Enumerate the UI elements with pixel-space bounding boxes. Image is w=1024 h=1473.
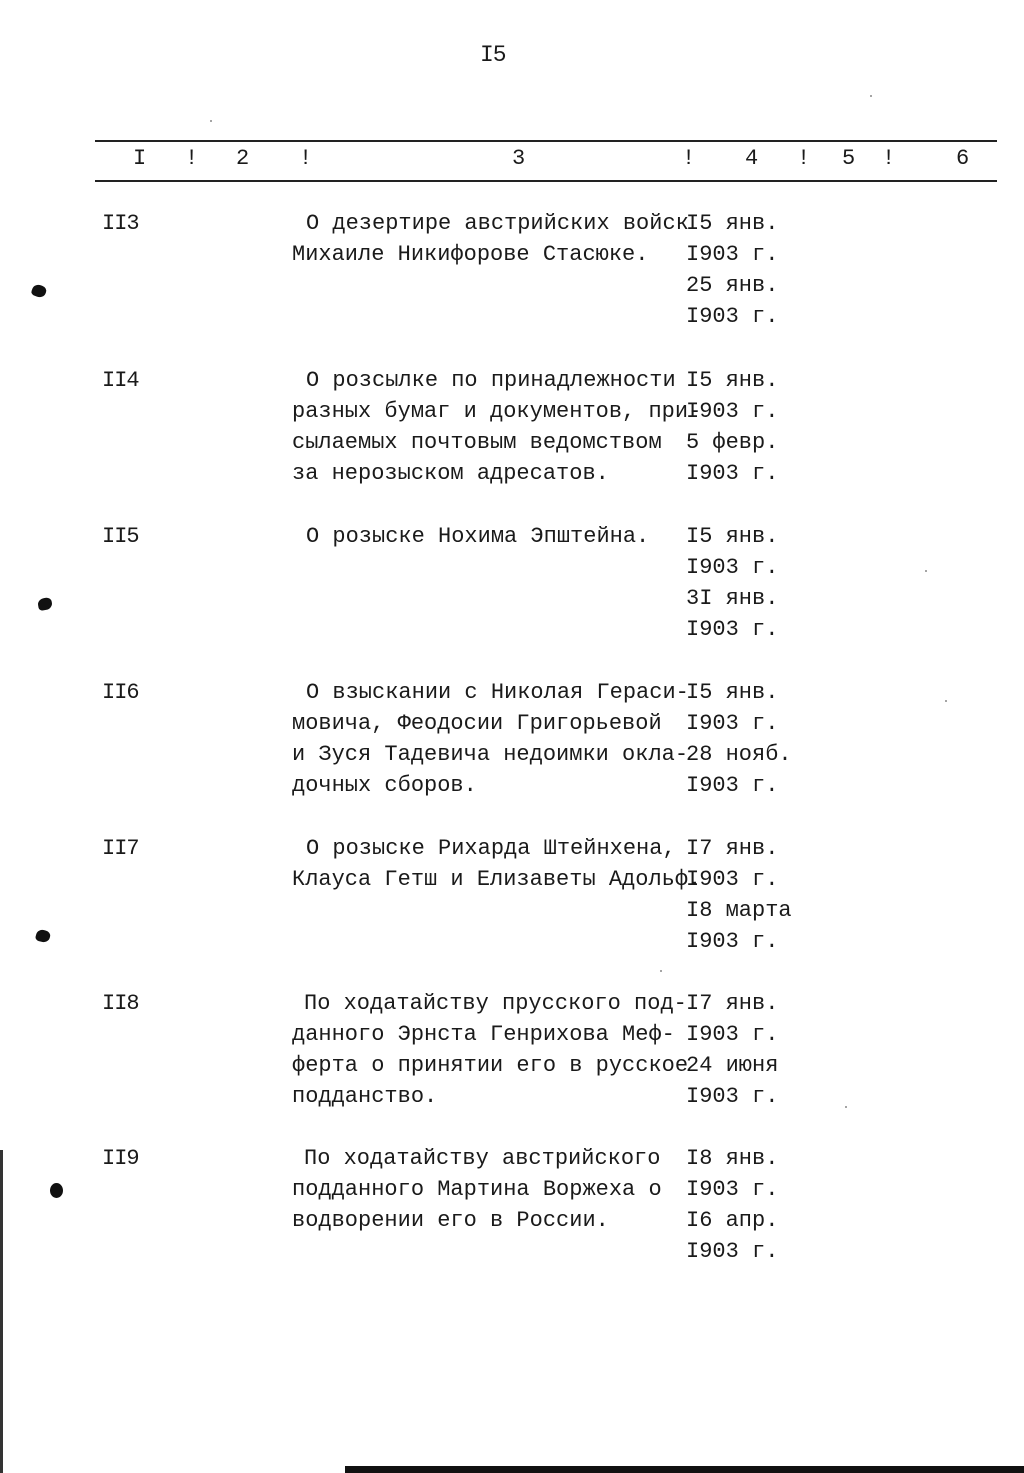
date-line: I903 г.	[686, 867, 779, 892]
column-separator: !	[882, 146, 896, 171]
description-line: подданство.	[292, 1084, 438, 1109]
description-line: и Зуся Тадевича недоимки окла-	[292, 742, 689, 767]
entry-dates	[686, 208, 778, 332]
date-line: I903 г.	[686, 711, 779, 736]
column-separator: !	[185, 146, 199, 171]
date-line: I7 янв.	[686, 836, 779, 861]
date-line: I903 г.	[686, 304, 779, 329]
description-line: разных бумаг и документов, при-	[292, 399, 702, 424]
entry-description	[292, 365, 702, 489]
punch-hole-mark	[30, 283, 47, 299]
date-line: I903 г.	[686, 617, 779, 642]
date-line: 3I янв.	[686, 586, 779, 611]
entry-number: II4	[102, 368, 139, 393]
description-line: мовича, Феодосии Григорьевой	[292, 711, 662, 736]
date-line: 24 июня	[686, 1053, 779, 1078]
description-line: По ходатайству австрийского	[304, 1146, 661, 1171]
date-line: I903 г.	[686, 461, 779, 486]
entry-number: II7	[102, 836, 139, 861]
date-line: 5 февр.	[686, 430, 779, 455]
date-line: I8 марта	[686, 898, 792, 923]
description-line: ферта о принятии его в русское	[292, 1053, 689, 1078]
date-line: 28 нояб.	[686, 742, 792, 767]
entry-dates	[686, 677, 792, 801]
scan-speck	[925, 570, 927, 572]
description-line: Клауса Гетш и Елизаветы Адольф.	[292, 867, 702, 892]
date-line: 25 янв.	[686, 273, 779, 298]
date-line: I903 г.	[686, 399, 779, 424]
header-top-rule	[95, 140, 997, 142]
date-line: I6 апр.	[686, 1208, 779, 1233]
description-line: О розсылке по принадлежности	[306, 368, 676, 393]
date-line: I903 г.	[686, 1177, 779, 1202]
date-line: I903 г.	[686, 242, 779, 267]
column-header-6: 6	[956, 146, 970, 171]
description-line: О розыске Рихарда Штейнхена,	[306, 836, 676, 861]
entry-number: II8	[102, 991, 139, 1016]
description-line: О дезертире австрийских войск	[306, 211, 689, 236]
scan-speck	[870, 95, 872, 97]
date-line: I903 г.	[686, 773, 779, 798]
scan-speck	[845, 1106, 847, 1108]
description-line: дочных сборов.	[292, 773, 477, 798]
header-bottom-rule	[95, 180, 997, 182]
date-line: I5 янв.	[686, 211, 779, 236]
punch-hole-mark	[50, 1183, 63, 1198]
description-line: О взыскании с Николая Гераси-	[306, 680, 689, 705]
scan-speck	[945, 700, 947, 702]
description-line: водворении его в России.	[292, 1208, 609, 1233]
date-line: I903 г.	[686, 1239, 779, 1264]
column-separator: !	[299, 146, 313, 171]
description-line: за нерозыском адресатов.	[292, 461, 609, 486]
date-line: I5 янв.	[686, 368, 779, 393]
entry-description	[292, 521, 684, 552]
punch-hole-mark	[35, 928, 52, 943]
column-separator: !	[682, 146, 696, 171]
scan-bottom-edge	[345, 1466, 1024, 1473]
entry-dates	[686, 521, 778, 645]
entry-number: II6	[102, 680, 139, 705]
entry-dates	[686, 988, 778, 1112]
column-header-5: 5	[842, 146, 856, 171]
description-line: По ходатайству прусского под-	[304, 991, 687, 1016]
date-line: I903 г.	[686, 1022, 779, 1047]
entry-description	[292, 208, 689, 270]
scan-speck	[660, 970, 662, 972]
date-line: I903 г.	[686, 1084, 779, 1109]
entry-description	[292, 677, 689, 801]
column-header-4: 4	[745, 146, 759, 171]
column-header-3: 3	[512, 146, 526, 171]
entry-number: II3	[102, 211, 139, 236]
date-line: I5 янв.	[686, 524, 779, 549]
column-header-2: 2	[236, 146, 250, 171]
description-line: подданного Мартина Воржеха о	[292, 1177, 662, 1202]
column-header-1: I	[133, 146, 147, 171]
entry-dates	[686, 1143, 778, 1267]
scan-left-edge	[0, 1150, 3, 1473]
description-line: Михаиле Никифорове Стасюке.	[292, 242, 649, 267]
description-line: сылаемых почтовым ведомством	[292, 430, 662, 455]
page-number: I5	[480, 42, 506, 68]
entry-number: II9	[102, 1146, 139, 1171]
entry-description	[292, 833, 702, 895]
date-line: I5 янв.	[686, 680, 779, 705]
date-line: I8 янв.	[686, 1146, 779, 1171]
entry-number: II5	[102, 524, 139, 549]
entry-description	[292, 988, 689, 1112]
date-line: I903 г.	[686, 929, 779, 954]
entry-description	[292, 1143, 684, 1236]
punch-hole-mark	[37, 597, 53, 611]
description-line: данного Эрнста Генрихова Меф-	[292, 1022, 675, 1047]
column-separator: !	[797, 146, 811, 171]
description-line: О розыске Нохима Эпштейна.	[306, 524, 650, 549]
scan-speck	[210, 120, 212, 122]
entry-dates	[686, 833, 792, 957]
table-header	[0, 146, 1024, 174]
entry-dates	[686, 365, 778, 489]
date-line: I7 янв.	[686, 991, 779, 1016]
date-line: I903 г.	[686, 555, 779, 580]
